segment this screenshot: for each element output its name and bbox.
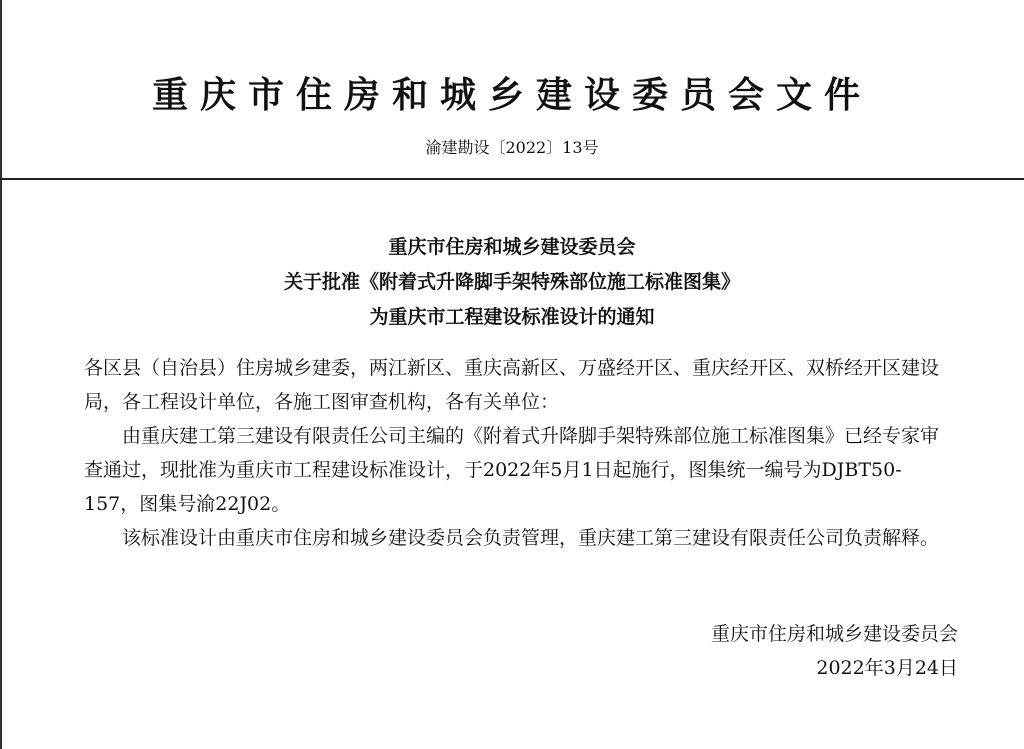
approval-paragraph: 由重庆建工第三建设有限责任公司主编的《附着式升降脚手架特殊部位施工标准图集》已经专家审查通过，现批准为重庆市工程建设标准设计，于2022年5月1日起施行，图集统一编号为DJBT50-157，图集号渝22J02。: [84, 425, 940, 515]
header-divider: [0, 178, 1024, 180]
signature-issuer: 重庆市住房和城乡建设委员会: [710, 623, 958, 645]
document-header: [0, 0, 1024, 182]
notice-heading: [0, 230, 1024, 335]
recipients-paragraph: 各区县（自治县）住房城乡建委，两江新区、重庆高新区、万盛经开区、重庆经开区、双桥经开区建设局，各工程设计单位，各施工图审查机构，各有关单位：: [84, 357, 940, 413]
signature-block: [711, 617, 958, 685]
document-issuer-title: 重庆市住房和城乡建设委员会文件: [151, 75, 872, 116]
notice-heading-line-2: 关于批准《附着式升降脚手架特殊部位施工标准图集》: [283, 271, 740, 293]
notice-heading-line-3: 为重庆市工程建设标准设计的通知: [369, 306, 655, 328]
signature-date: 2022年3月24日: [816, 657, 958, 679]
notice-body: [84, 351, 954, 555]
management-paragraph: 该标准设计由重庆市住房和城乡建设委员会负责管理，重庆建工第三建设有限责任公司负责解释。: [122, 527, 940, 549]
notice-heading-line-1: 重庆市住房和城乡建设委员会: [388, 236, 636, 258]
document-number: 渝建勘设〔2022〕13号: [425, 138, 599, 157]
